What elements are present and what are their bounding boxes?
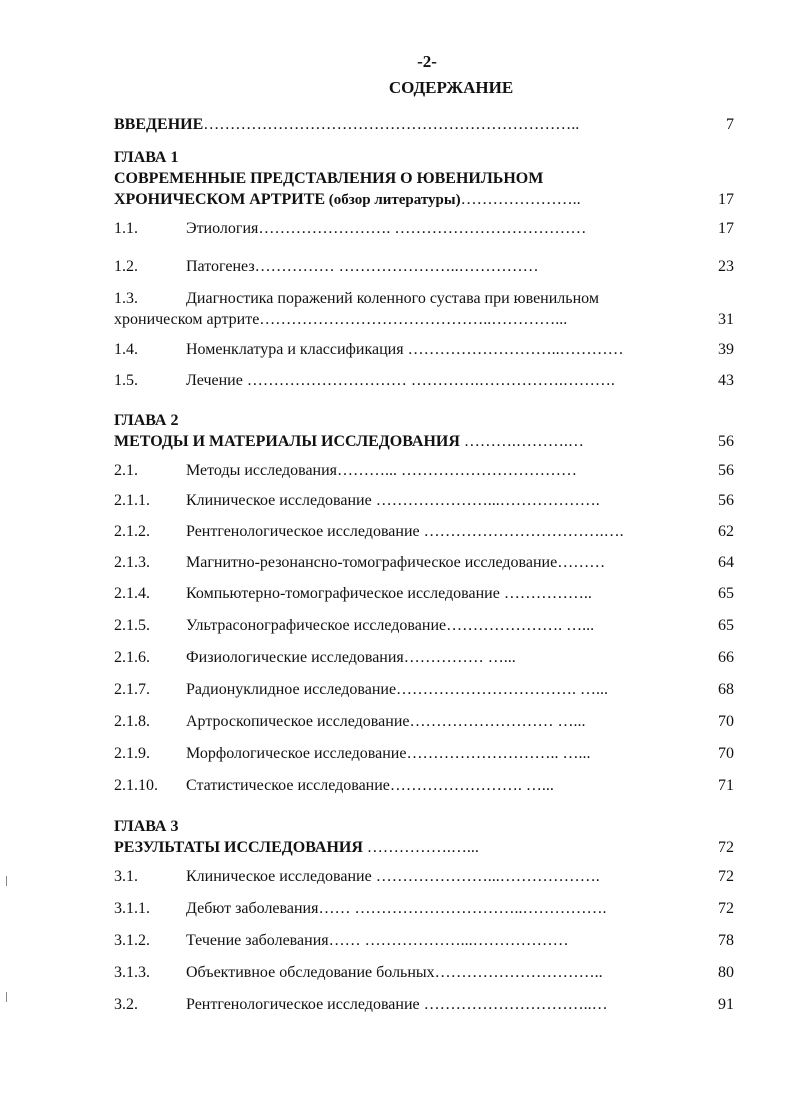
toc-entry-title-text: ГЛАВА 1 xyxy=(114,149,179,166)
toc-entry-title xyxy=(186,867,600,887)
toc-entry-page: 43 xyxy=(718,372,734,389)
toc-entry-leader: ………………….. xyxy=(460,191,581,208)
toc-entry-page: 70 xyxy=(718,745,734,762)
toc-entry-leader: …… ………………...……………… xyxy=(328,932,569,949)
toc-entry-title xyxy=(186,219,586,239)
toc-entry-title-text: Диагностика поражений коленного сустава при ювенильном xyxy=(186,290,599,307)
toc-entry-title-text: Рентгенологическое исследование xyxy=(186,523,420,540)
toc-entry-page: 66 xyxy=(718,649,734,666)
toc-entry-page: 23 xyxy=(718,258,734,275)
toc-entry-page: 7 xyxy=(726,116,734,133)
toc-entry-title-text: Компьютерно-томографическое исследование xyxy=(186,585,500,602)
toc-entry-title xyxy=(186,616,594,636)
toc-entry-title xyxy=(114,838,479,858)
toc-entry-title-text: Физиологические исследования xyxy=(186,649,404,666)
page-title: СОДЕРЖАНИЕ xyxy=(388,78,514,97)
toc-entry-title xyxy=(114,817,178,837)
toc-entry-leader: …………… …………………..…………… xyxy=(254,258,539,275)
toc-entry-leader: …………………. …... xyxy=(446,617,595,634)
toc-entry-number: 1.1. xyxy=(114,220,138,237)
toc-entry-leader: ……….……….… xyxy=(459,433,584,450)
toc-entry-title xyxy=(186,491,600,511)
scan-mark xyxy=(6,876,7,886)
toc-entry-title xyxy=(186,680,608,700)
toc-entry-title-text: Методы исследования xyxy=(186,462,338,479)
toc-entry-page: 70 xyxy=(718,713,734,730)
toc-entry-title-text: Магнитно-резонансно-томографическое исследование xyxy=(186,554,558,571)
toc-entry-title-text: Ультрасонографическое исследование xyxy=(186,617,447,634)
toc-entry-number: 1.4. xyxy=(114,341,138,358)
toc-entry-page: 39 xyxy=(718,341,734,358)
toc-entry-leader: …… …………………………..……………. xyxy=(318,900,607,917)
toc-entry-title xyxy=(186,963,603,983)
toc-entry-title-text: ХРОНИЧЕСКОМ АРТРИТЕ xyxy=(114,191,326,208)
toc-entry-page: 17 xyxy=(718,220,734,237)
toc-entry-title-text: ГЛАВА 2 xyxy=(114,412,179,429)
toc-entry-title-text: Артроскопическое исследование xyxy=(186,713,410,730)
toc-entry-number: 2.1.7. xyxy=(114,681,150,698)
toc-entry-number: 3.1.3. xyxy=(114,964,150,981)
toc-entry-title xyxy=(114,310,567,330)
toc-entry-title-text: Морфологическое исследование xyxy=(186,745,407,762)
toc-entry-page: 72 xyxy=(718,839,734,856)
toc-entry-title-text: Рентгенологическое исследование xyxy=(186,996,420,1013)
toc-entry-page: 78 xyxy=(718,932,734,949)
toc-entry-page: 56 xyxy=(718,462,734,479)
toc-entry-title xyxy=(186,461,577,481)
toc-entry-leader: …………………...………………. xyxy=(371,492,600,509)
toc-entry-page: 71 xyxy=(718,777,734,794)
toc-entry-page: 64 xyxy=(718,554,734,571)
toc-entry-title-extra: (обзор литературы) xyxy=(325,192,461,208)
toc-entry-title xyxy=(186,257,539,277)
toc-entry-page: 17 xyxy=(718,191,734,208)
toc-entry-number: 2.1.5. xyxy=(114,617,150,634)
toc-entry-leader: …………………...………………. xyxy=(371,868,600,885)
toc-entry-page: 91 xyxy=(718,996,734,1013)
toc-entry-title xyxy=(186,584,592,604)
toc-entry-number: 3.1. xyxy=(114,868,138,885)
toc-entry-title-text: Номенклатура и классификация xyxy=(186,341,404,358)
toc-entry-leader: …………….. xyxy=(499,585,592,602)
toc-entry-title-text: МЕТОДЫ И МАТЕРИАЛЫ ИССЛЕДОВАНИЯ xyxy=(114,433,460,450)
toc-entry-title xyxy=(186,522,624,542)
toc-entry-title-text: Этиология xyxy=(186,220,259,237)
toc-entry-leader: …………………………..… xyxy=(419,996,608,1013)
toc-entry-title xyxy=(186,931,569,951)
toc-entry-title xyxy=(186,553,605,573)
toc-entry-leader: …………… …... xyxy=(403,649,516,666)
toc-entry-page: 80 xyxy=(718,964,734,981)
toc-entry-leader: ……………………….. …... xyxy=(406,745,591,762)
toc-entry-leader: ……………………………………..…………... xyxy=(259,311,568,328)
toc-entry-title xyxy=(114,169,543,189)
scan-mark xyxy=(6,992,7,1002)
toc-entry-title-text: ВВЕДЕНИЕ xyxy=(114,116,204,133)
toc-entry-title-text: Патогенез xyxy=(186,258,255,275)
toc-entry-number: 1.2. xyxy=(114,258,138,275)
toc-entry-title xyxy=(114,190,581,210)
toc-entry-leader: ………………………..………… xyxy=(403,341,624,358)
toc-entry-title xyxy=(114,432,584,452)
toc-entry-page: 56 xyxy=(718,433,734,450)
toc-entry-number: 3.1.1. xyxy=(114,900,150,917)
toc-entry-leader: ……… xyxy=(557,554,606,571)
toc-entry-number: 2.1.4. xyxy=(114,585,150,602)
toc-entry-leader: ……………………. ……………………………… xyxy=(258,220,587,237)
toc-entry-title-text: хроническом артрите xyxy=(114,311,260,328)
toc-entry-number: 2.1. xyxy=(114,462,138,479)
toc-entry-page: 31 xyxy=(718,311,734,328)
toc-entry-title xyxy=(186,648,516,668)
toc-entry-title-text: СОВРЕМЕННЫЕ ПРЕДСТАВЛЕНИЯ О ЮВЕНИЛЬНОМ xyxy=(114,170,544,187)
toc-entry-leader: ……………………………. …... xyxy=(396,681,609,698)
toc-entry-leader: ………………………… ………….…………….………. xyxy=(242,372,615,389)
toc-entry-title-text: Радионуклидное исследование xyxy=(186,681,397,698)
toc-entry-leader: …………………………………………………………….. xyxy=(203,116,580,133)
toc-entry-number: 2.1.9. xyxy=(114,745,150,762)
toc-entry-number: 2.1.3. xyxy=(114,554,150,571)
toc-entry-page: 56 xyxy=(718,492,734,509)
toc-entry-leader: …………………………….…. xyxy=(419,523,624,540)
toc-entry-leader: ………... …………………………… xyxy=(337,462,578,479)
toc-entry-page: 65 xyxy=(718,617,734,634)
toc-entry-page: 68 xyxy=(718,681,734,698)
toc-entry-title xyxy=(186,776,554,796)
toc-entry-title-text: Клиническое исследование xyxy=(186,868,372,885)
toc-entry-number: 1.5. xyxy=(114,372,138,389)
toc-entry-title-text: Течение заболевания xyxy=(186,932,329,949)
toc-entry-page: 65 xyxy=(718,585,734,602)
toc-entry-title-text: Клиническое исследование xyxy=(186,492,372,509)
toc-entry-number: 2.1.1. xyxy=(114,492,150,509)
toc-entry-title xyxy=(186,371,615,391)
toc-entry-leader: ……………………. …... xyxy=(389,777,554,794)
toc-entry-title-text: Статистическое исследование xyxy=(186,777,390,794)
toc-entry-page: 72 xyxy=(718,900,734,917)
page-number: -2- xyxy=(417,52,437,71)
toc-entry-title xyxy=(114,411,178,431)
toc-entry-number: 2.1.2. xyxy=(114,523,150,540)
toc-entry-title-text: Лечение xyxy=(186,372,243,389)
toc-entry-number: 2.1.8. xyxy=(114,713,150,730)
toc-entry-number: 2.1.6. xyxy=(114,649,150,666)
toc-entry-title-text: ГЛАВА 3 xyxy=(114,818,179,835)
toc-entry-title xyxy=(186,899,606,919)
toc-entry-leader: ………………………….. xyxy=(434,964,603,981)
toc-entry-title xyxy=(114,115,579,135)
toc-entry-title-text: Объективное обследование больных xyxy=(186,964,435,981)
toc-entry-number: 1.3. xyxy=(114,290,138,307)
toc-entry-page: 72 xyxy=(718,868,734,885)
toc-entry-title xyxy=(186,995,608,1015)
toc-entry-number: 2.1.10. xyxy=(114,777,158,794)
toc-entry-leader: …………….…... xyxy=(362,839,479,856)
toc-entry-leader: ……………………… …... xyxy=(409,713,586,730)
toc-entry-title xyxy=(186,340,624,360)
toc-entry-title xyxy=(114,148,178,168)
toc-entry-number: 3.1.2. xyxy=(114,932,150,949)
toc-entry-number: 3.2. xyxy=(114,996,138,1013)
toc-entry-title xyxy=(186,744,590,764)
toc-entry-title xyxy=(186,289,599,309)
toc-entry-title-text: РЕЗУЛЬТАТЫ ИССЛЕДОВАНИЯ xyxy=(114,839,363,856)
toc-entry-page: 62 xyxy=(718,523,734,540)
toc-entry-title xyxy=(186,712,585,732)
toc-entry-title-text: Дебют заболевания xyxy=(186,900,319,917)
